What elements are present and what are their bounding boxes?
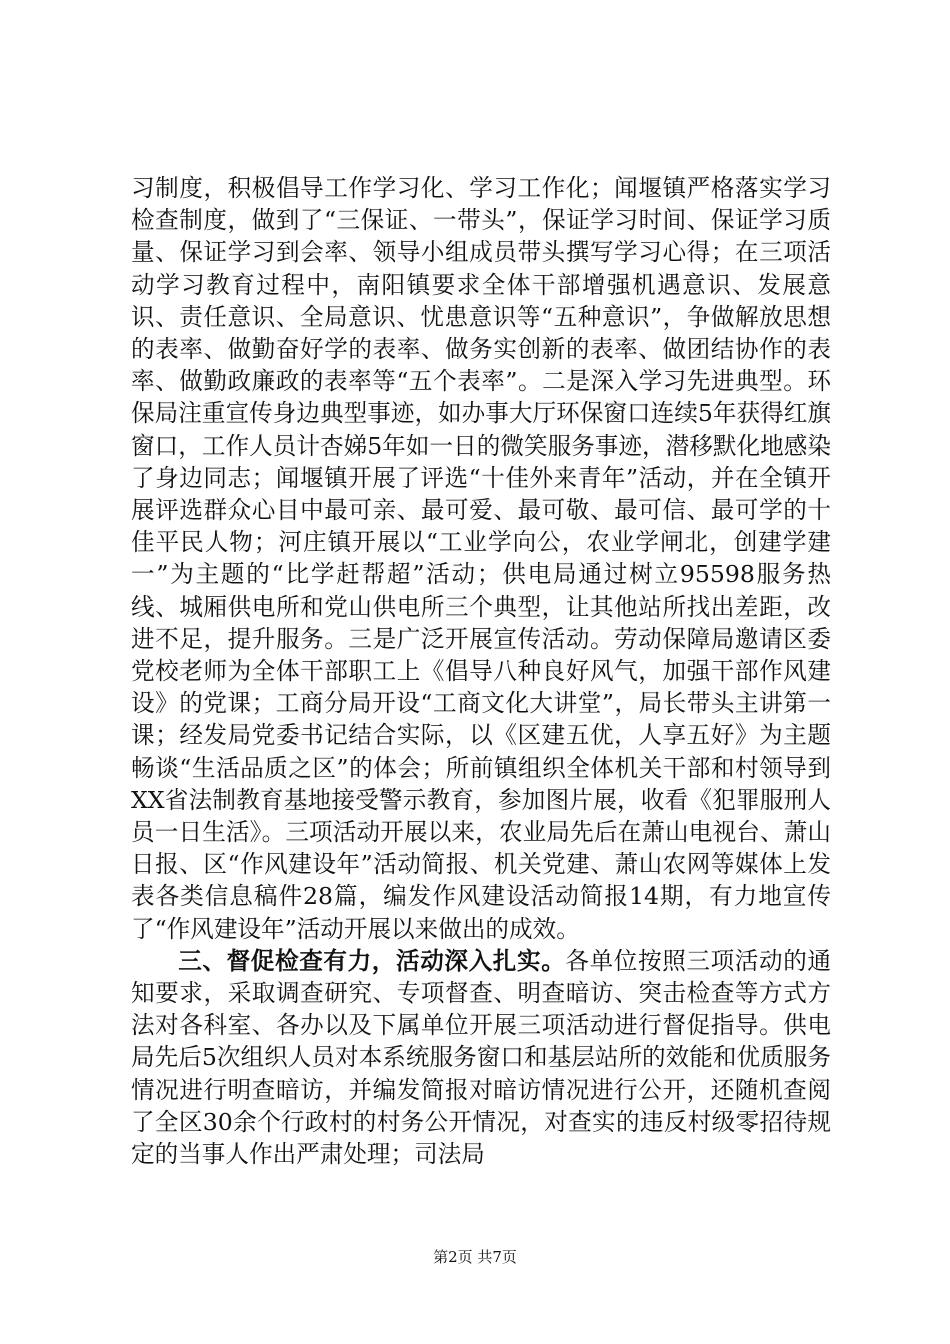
document-body [131,172,831,1170]
paragraph-section-three [131,945,831,1170]
section-body: 各单位按照三项活动的通知要求，采取调查研究、专项督查、明查暗访、突击检查等方式方法对各科室、各办以及下属单位开展三项活动进行督促指导。供电局先后5次组织人员对本系统服务窗口和基层站所的效能和优质服务情况进行明查暗访，并编发简报对暗访情况进行公开，还随机查阅了全区30余个行政村的村务公开情况，对查实的违反村级零招待规定的当事人作出严肃处理；司法局 [131,946,832,1169]
section-heading: 三、督促检查有力，活动深入扎实。 [178,946,566,975]
paragraph-continued: 习制度，积极倡导工作学习化、学习工作化；闻堰镇严格落实学习检查制度，做到了“三保证、一带头”，保证学习时间、保证学习质量、保证学习到会率、领导小组成员带头撰写学习心得；在三项活动学习教育过程中，南阳镇要求全体干部增强机遇意识、发展意识、责任意识、全局意识、忧患意识等“五种意识”，争做解放思想的表率、做勤奋好学的表率、做务实创新的表率、做团结协作的表率、做勤政廉政的表率等“五个表率”。二是深入学习先进典型。环保局注重宣传身边典型事迹，如办事大厅环保窗口连续5年获得红旗窗口，工作人员计杏娣5年如一日的微笑服务事迹，潜移默化地感染了身边同志；闻堰镇开展了评选“十佳外来青年”活动，并在全镇开展评选群众心目中最可亲、最可爱、最可敬、最可信、最可学的十佳平民人物；河庄镇开展以“工业学向公，农业学闸北，创建学建一”为主题的“比学赶帮超”活动；供电局通过树立95598服务热线、城厢供电所和党山供电所三个典型，让其他站所找出差距，改进不足，提升服务。三是广泛开展宣传活动。劳动保障局邀请区委党校老师为全体干部职工上《倡导八种良好风气，加强干部作风建设》的党课；工商分局开设“工商文化大讲堂”，局长带头主讲第一课；经发局党委书记结合实际，以《区建五优，人享五好》为主题畅谈“生活品质之区”的体会；所前镇组织全体机关干部和村领导到XX省法制教育基地接受警示教育，参加图片展，收看《犯罪服刑人员一日生活》。三项活动开展以来，农业局先后在萧山电视台、萧山日报、区“作风建设年”活动简报、机关党建、萧山农网等媒体上发表各类信息稿件28篇，编发作风建设活动简报14期，有力地宣传了“作风建设年”活动开展以来做出的成效。 [131,174,831,943]
page-number-footer: 第2页 共7页 [433,1248,517,1266]
